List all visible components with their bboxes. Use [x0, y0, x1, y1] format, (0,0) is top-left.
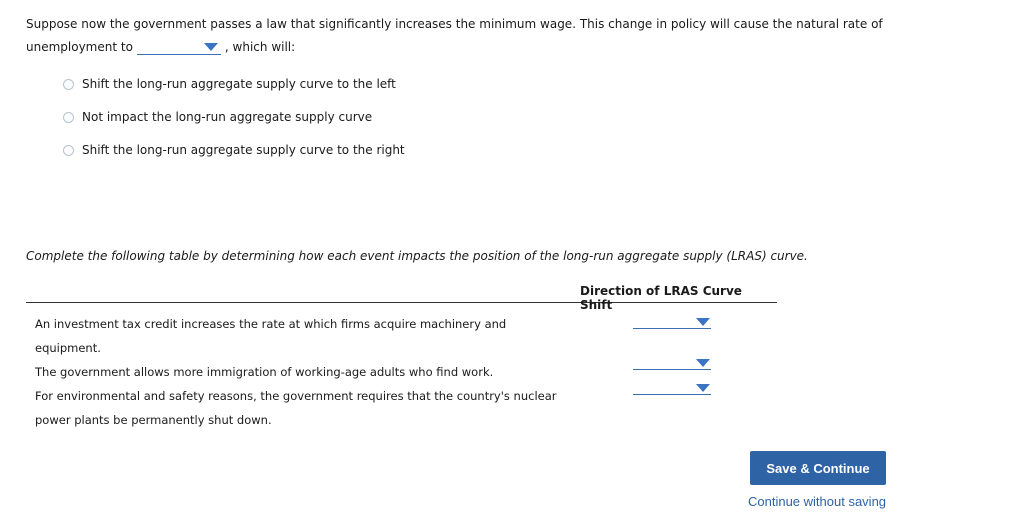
chevron-down-icon — [696, 384, 710, 392]
question-suffix: , which will: — [224, 40, 296, 54]
option-label: Shift the long-run aggregate supply curve to the left — [82, 77, 396, 91]
event-line: power plants be permanently shut down. — [35, 413, 272, 427]
radio-button[interactable] — [63, 112, 74, 123]
option-shift-left[interactable] — [63, 74, 405, 94]
event-line: An investment tax credit increases the rate at which firms acquire machinery and — [35, 317, 507, 331]
lras-shift-dropdown[interactable] — [633, 355, 711, 370]
option-shift-right[interactable] — [63, 140, 405, 160]
event-line: equipment. — [35, 341, 101, 355]
option-label: Shift the long-run aggregate supply curve to the right — [82, 143, 405, 157]
question-line-2 — [26, 36, 886, 59]
table-header — [26, 282, 777, 312]
event-text — [26, 384, 575, 432]
table-row — [26, 312, 777, 360]
radio-button[interactable] — [63, 79, 74, 90]
table-instruction: Complete the following table by determining how each event impacts the position of the long-run aggregate supply (LRAS) curve. — [26, 249, 808, 263]
question-text — [26, 13, 886, 59]
lras-table — [26, 282, 777, 432]
question-prefix: unemployment to — [26, 40, 133, 54]
chevron-down-icon — [696, 318, 710, 326]
event-line: The government allows more immigration of working-age adults who find work. — [35, 365, 494, 379]
lras-shift-dropdown[interactable] — [633, 314, 711, 329]
table-row — [26, 384, 777, 432]
save-continue-button[interactable]: Save & Continue — [750, 451, 886, 485]
question-line-1: Suppose now the government passes a law that significantly increases the minimum wage. This change in policy will cause the natural rate of — [26, 17, 883, 31]
option-no-impact[interactable] — [63, 107, 405, 127]
answer-options — [63, 74, 405, 173]
chevron-down-icon — [696, 359, 710, 367]
option-label: Not impact the long-run aggregate supply curve — [82, 110, 373, 124]
event-line: For environmental and safety reasons, the government requires that the country's nuclear — [35, 389, 557, 403]
column-header-lras-shift: Direction of LRAS Curve Shift — [580, 284, 742, 312]
event-text — [26, 360, 575, 384]
radio-button[interactable] — [63, 145, 74, 156]
continue-without-saving-link[interactable]: Continue without saving — [748, 494, 887, 509]
unemployment-dropdown[interactable] — [137, 38, 221, 55]
event-text — [26, 312, 575, 360]
chevron-down-icon — [204, 43, 218, 51]
lras-shift-dropdown[interactable] — [633, 380, 711, 395]
